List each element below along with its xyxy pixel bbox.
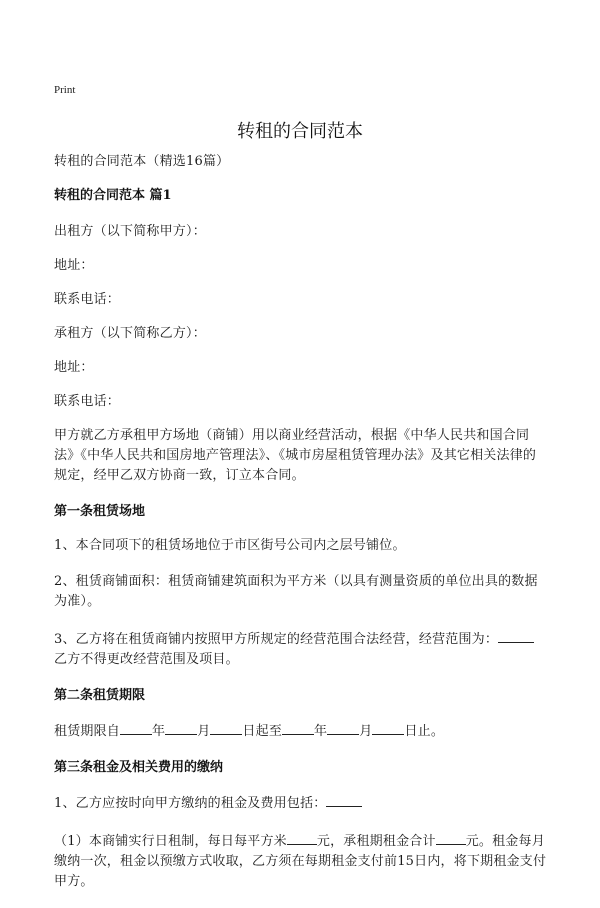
- lessee-phone: 联系电话：: [54, 394, 121, 409]
- print-link[interactable]: Print: [54, 84, 76, 96]
- term-month1: 月: [197, 724, 211, 739]
- term-month2: 月: [359, 724, 373, 739]
- article1-item3-tail: 乙方不得更改经营范围及项目。: [54, 652, 239, 667]
- lessee-address: 地址：: [54, 360, 94, 375]
- lessee-label: 承租方（以下简称乙方）：: [54, 326, 206, 341]
- article3-heading: 第三条租金及相关费用的缴纳: [54, 760, 224, 775]
- term-year1: 年: [152, 724, 166, 739]
- article1-heading: 第一条租赁场地: [54, 504, 146, 519]
- document-body: [54, 152, 548, 908]
- article2-term: [54, 720, 548, 742]
- end-year-blank: [282, 720, 314, 735]
- end-month-blank: [327, 720, 359, 735]
- lessor-address: 地址：: [54, 258, 94, 273]
- section-heading: 转租的合同范本 篇1: [54, 188, 172, 203]
- sub1-text-a: （1）本商铺实行日租制，每日每平方米: [54, 834, 287, 849]
- term-day2: 日止。: [404, 724, 445, 739]
- term-year2: 年: [314, 724, 328, 739]
- sub1-text-b: 元，承租期租金合计: [316, 834, 436, 849]
- start-month-blank: [165, 720, 197, 735]
- article1-item3: [54, 628, 548, 670]
- sub1-text-c: 元。租金每月缴纳一次，租金以预缴方式收取，乙方须在每期租金支付前15日内，将下期租金支付甲方。: [54, 834, 547, 889]
- article3-item1: [54, 792, 548, 814]
- document-title: 转租的合同范本: [237, 121, 363, 142]
- lessor-phone: 联系电话：: [54, 292, 121, 307]
- term-prefix: 租赁期限自: [54, 724, 121, 739]
- scope-blank: [498, 628, 534, 643]
- total-rent-blank: [436, 830, 466, 845]
- start-day-blank: [210, 720, 242, 735]
- article2-heading: 第二条租赁期限: [54, 688, 146, 703]
- fees-blank: [326, 792, 362, 807]
- article1-item3-text: 3、乙方将在租赁商铺内按照甲方所规定的经营范围合法经营，经营范围为：: [54, 632, 499, 647]
- article1-item2: 2、租赁商铺面积：租赁商铺建筑面积为平方米（以具有测量资质的单位出具的数据为准）。: [54, 574, 538, 609]
- start-year-blank: [120, 720, 152, 735]
- intro-paragraph: 甲方就乙方承租甲方场地（商铺）用以商业经营活动，根据《中华人民共和国合同法》《中华人民共和国房地产管理法》、《城市房屋租赁管理办法》及其它相关法律的规定，经甲乙双方协商一致，订立本合同。: [54, 428, 537, 483]
- document-subtitle: 转租的合同范本（精选16篇）: [54, 154, 230, 169]
- end-day-blank: [372, 720, 404, 735]
- article3-sub1: [54, 830, 548, 892]
- daily-rate-blank: [287, 830, 317, 845]
- lessor-label: 出租方（以下简称甲方）：: [54, 224, 206, 239]
- article1-item1: 1、本合同项下的租赁场地位于市区街号公司内之层号铺位。: [54, 538, 406, 553]
- term-day1: 日起至: [242, 724, 283, 739]
- article3-item1-text: 1、乙方应按时向甲方缴纳的租金及费用包括：: [54, 796, 327, 811]
